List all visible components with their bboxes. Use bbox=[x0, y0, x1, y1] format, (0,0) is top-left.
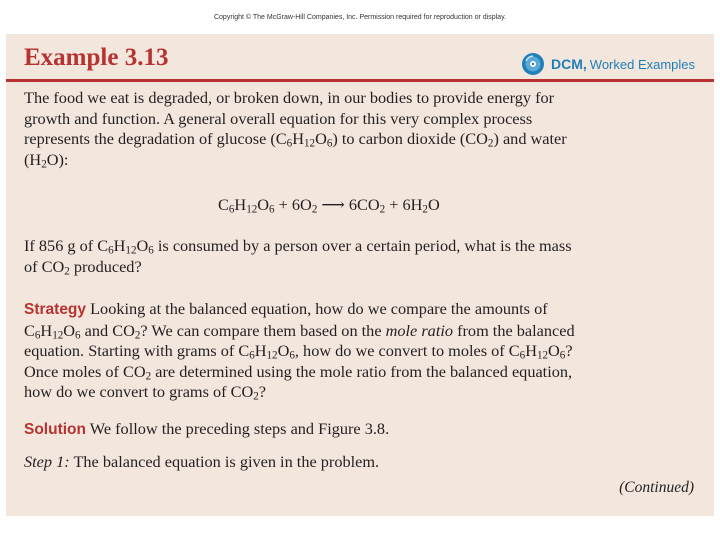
example-panel bbox=[6, 34, 714, 516]
solution-heading: Solution bbox=[24, 421, 86, 438]
disc-icon bbox=[521, 52, 545, 76]
question-paragraph: If 856 g of $C_6H_{12}O_6$ is consumed by a person over a certain period, what is the mass of $CO_2$ produced? bbox=[24, 236, 572, 277]
step-label: Step 1: bbox=[24, 452, 70, 471]
strategy-section: Strategy Looking at the balanced equation, how do we compare the amounts of $C_6H_{12}O_6$ and $CO_2$? We can compare them based on the mole ratio from the balanced equation. Starting with grams of $C_6H_{12}O_6$, how do we convert to moles of $C_6H_{12}O_6$? Once moles of $CO_2$ are determined using the mole ratio from the balanced equation, how do we convert to grams of $CO_2$? bbox=[24, 299, 575, 403]
strategy-heading: Strategy bbox=[24, 301, 87, 318]
example-title: Example 3.13 bbox=[24, 44, 169, 71]
dcm-worked-examples-badge[interactable] bbox=[521, 52, 695, 76]
solution-section: Solution We follow the preceding steps and Figure 3.8. bbox=[24, 419, 390, 438]
title-divider bbox=[6, 79, 714, 82]
intro-paragraph: The food we eat is degraded, or broken down, in our bodies to provide energy for growth and function. A general overall equation for this very complex process represents the degradation of glucose $(C_6H_{12}O_6)$ to carbon dioxide $(CO_2)$ and water $(H_2O)$: bbox=[24, 88, 567, 170]
badge-brand: DCM, bbox=[551, 56, 587, 72]
reaction-arrow: ⟶ bbox=[317, 195, 349, 214]
copyright-notice: Copyright © The McGraw-Hill Companies, Inc. Permission required for reproduction or display. bbox=[213, 14, 506, 21]
step-one: Step 1: The balanced equation is given in the problem. bbox=[24, 452, 380, 471]
balanced-equation: $C_6H_{12}O_6 + 6O_2$ ⟶ $6CO_2 + 6H_2O$ bbox=[218, 195, 440, 216]
badge-label: Worked Examples bbox=[589, 56, 696, 72]
continued-note: (Continued) bbox=[619, 479, 694, 496]
